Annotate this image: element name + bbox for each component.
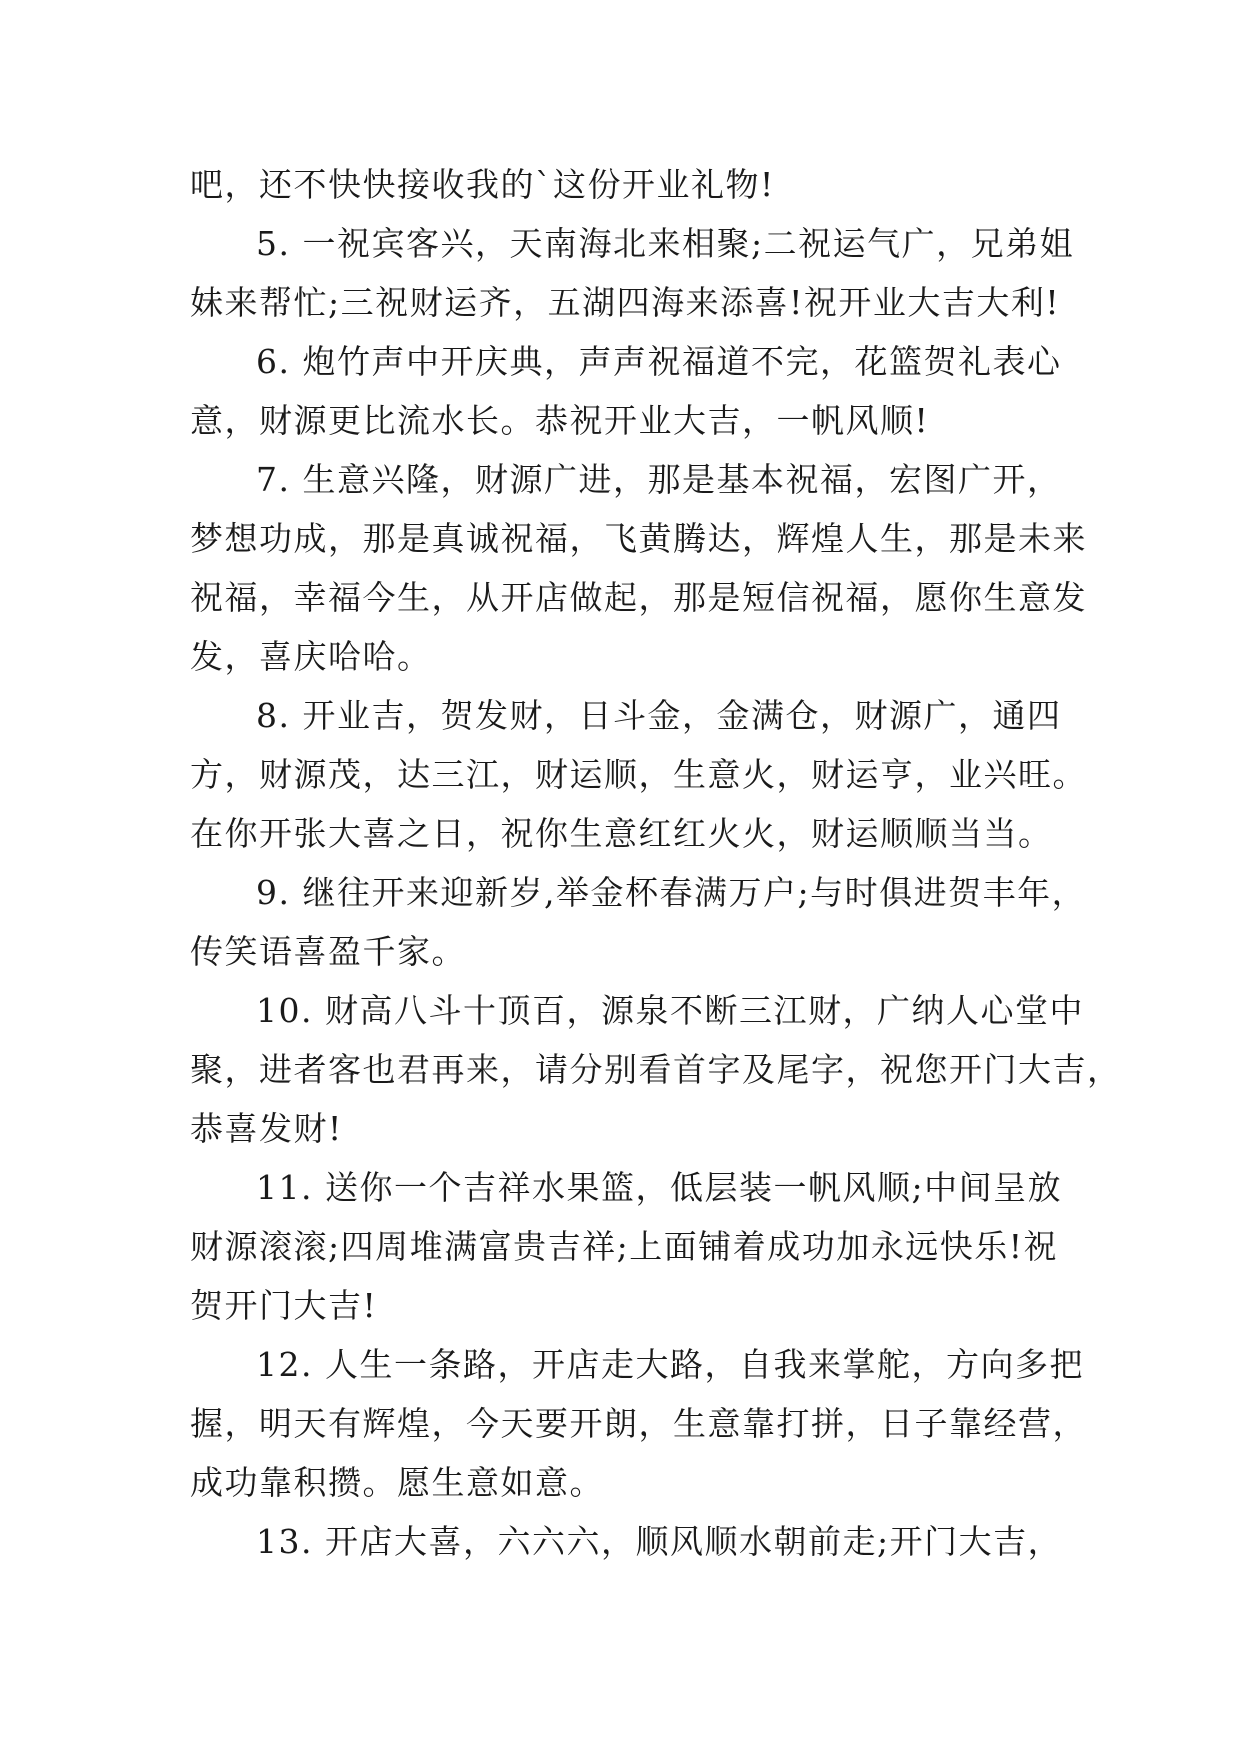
text-line: 聚，进者客也君再来，请分别看首字及尾字，祝您开门大吉，: [190, 1050, 1122, 1089]
text-line: 13. 开店大喜，六六六，顺风顺水朝前走;开门大吉，: [256, 1522, 1063, 1561]
text-line: 财源滚滚;四周堆满富贵吉祥;上面铺着成功加永远快乐!祝: [190, 1227, 1058, 1266]
text-line: 恭喜发财!: [190, 1109, 343, 1148]
text-line: 成功靠积攒。愿生意如意。: [190, 1463, 604, 1502]
text-line: 梦想功成，那是真诚祝福，飞黄腾达，辉煌人生，那是未来: [190, 519, 1087, 558]
text-line: 8. 开业吉，贺发财，日斗金，金满仓，财源广，通四: [256, 696, 1062, 735]
text-line: 意，财源更比流水长。恭祝开业大吉，一帆风顺!: [190, 401, 930, 440]
text-line: 贺开门大吉!: [190, 1286, 378, 1325]
text-line: 吧，还不快快接收我的`这份开业礼物!: [190, 165, 775, 204]
text-line: 传笑语喜盈千家。: [190, 932, 466, 971]
text-line: 发，喜庆哈哈。: [190, 637, 432, 676]
text-line: 11. 送你一个吉祥水果篮，低层装一帆风顺;中间呈放: [256, 1168, 1063, 1207]
text-line: 10. 财高八斗十顶百，源泉不断三江财，广纳人心堂中: [256, 991, 1084, 1030]
text-line: 方，财源茂，达三江，财运顺，生意火，财运亨，业兴旺。: [190, 755, 1087, 794]
text-line: 5. 一祝宾客兴，天南海北来相聚;二祝运气广，兄弟姐: [256, 224, 1075, 263]
document-body: [190, 155, 1122, 1571]
text-line: 握，明天有辉煌，今天要开朗，生意靠打拼，日子靠经营，: [190, 1404, 1087, 1443]
text-line: 祝福，幸福今生，从开店做起，那是短信祝福，愿你生意发: [190, 578, 1087, 617]
text-line: 6. 炮竹声中开庆典，声声祝福道不完，花篮贺礼表心: [256, 342, 1062, 381]
text-line: 7. 生意兴隆，财源广进，那是基本祝福，宏图广开，: [256, 460, 1062, 499]
text-line: 12. 人生一条路，开店走大路，自我来掌舵，方向多把: [256, 1345, 1084, 1384]
text-line: 在你开张大喜之日，祝你生意红红火火，财运顺顺当当。: [190, 814, 1053, 853]
text-line: 妹来帮忙;三祝财运齐，五湖四海来添喜!祝开业大吉大利!: [190, 283, 1061, 322]
text-line: 9. 继往开来迎新岁,举金杯春满万户;与时俱进贺丰年，: [256, 873, 1087, 912]
